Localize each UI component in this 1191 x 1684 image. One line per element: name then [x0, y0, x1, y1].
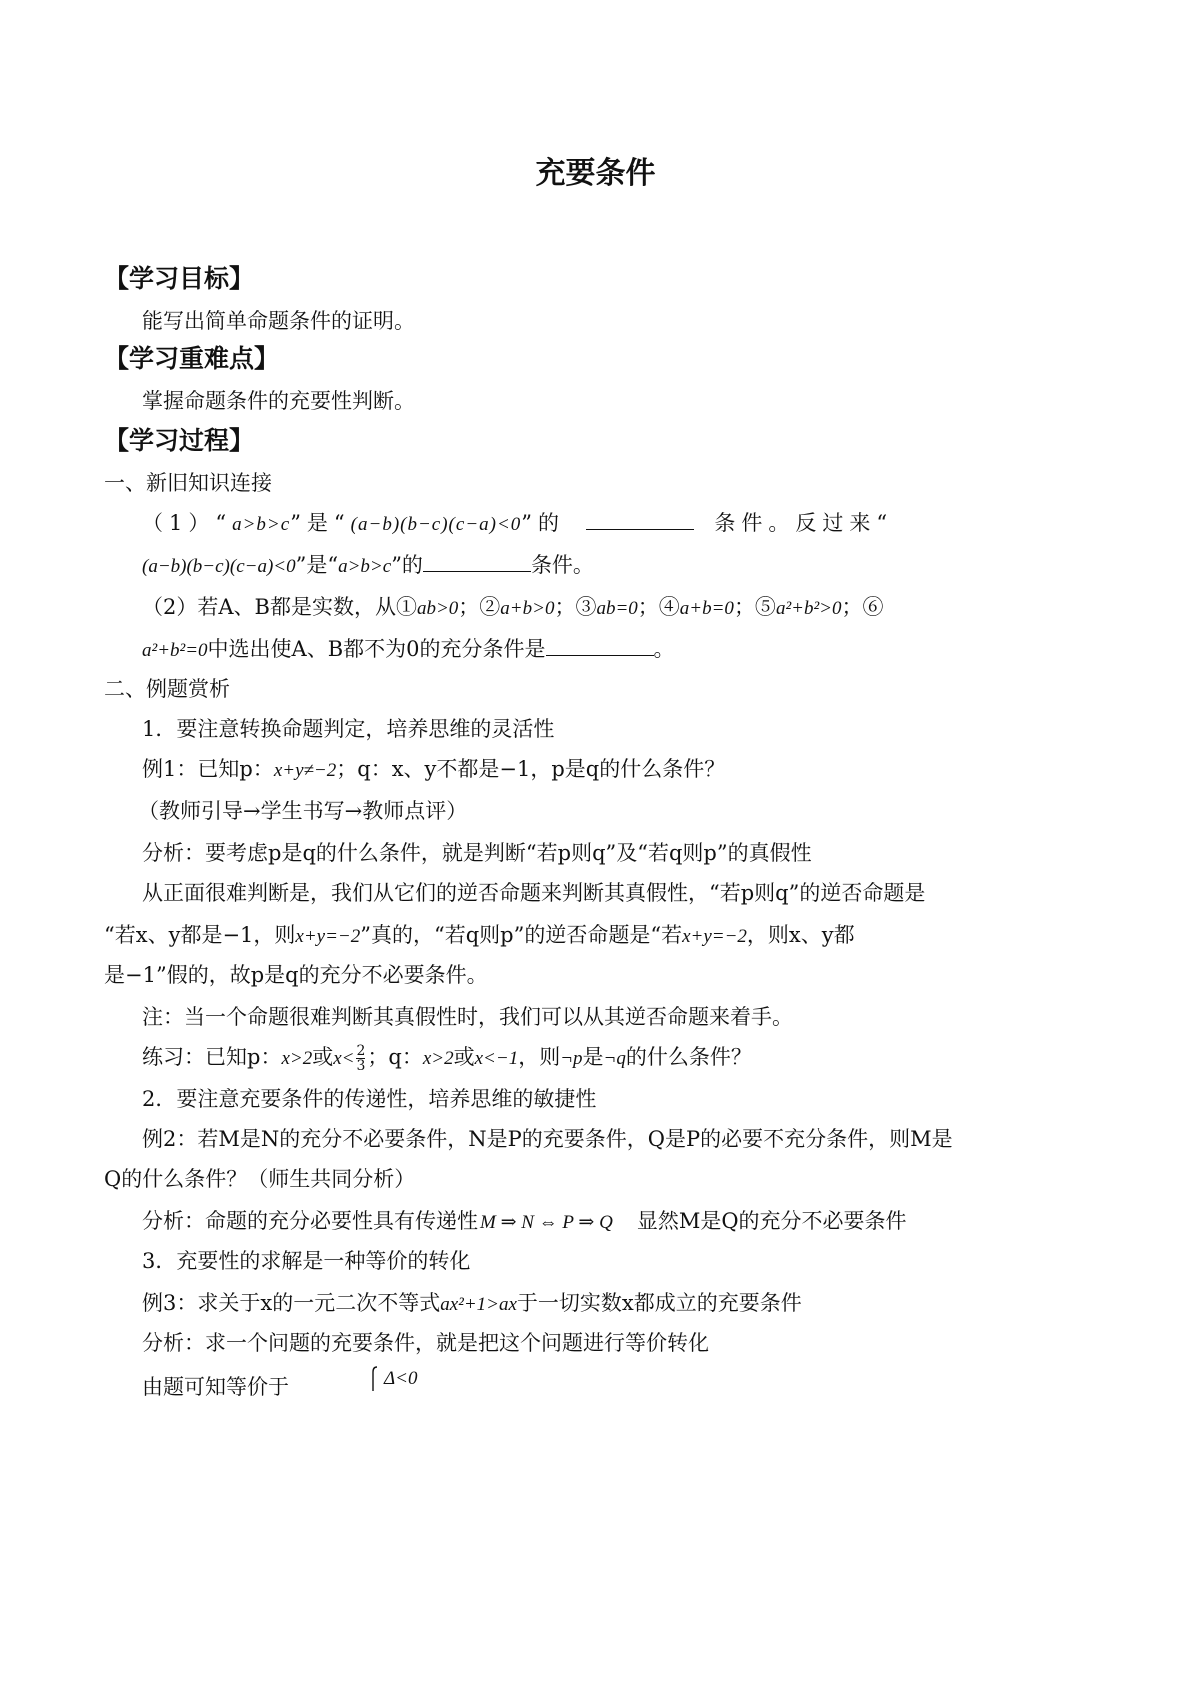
q2-option-5: a²+b²>0 — [775, 598, 842, 619]
q2-option-2: a+b>0 — [500, 598, 555, 619]
q2-text-a: （2）若A、B都是实数，从① — [142, 595, 417, 619]
pr-frac-num: 2 — [356, 1043, 366, 1059]
q2-option-4: a+b=0 — [679, 598, 734, 619]
example1-line1: 从正面很难判断是，我们从它们的逆否命题来判断其真假性，“若p则q”的逆否命题是 — [142, 881, 926, 905]
part1-heading: 一、新旧知识连接 — [104, 471, 272, 495]
pr-text-k: 是 — [582, 1045, 604, 1069]
ex2-an-chain: M ⇒ N ⇔ P ⇒ Q — [480, 1212, 613, 1233]
pr-text-c: 或 — [312, 1045, 334, 1069]
q1-math-product-2: (a−b)(b−c)(c−a)<0 — [142, 556, 296, 577]
pr-math-h: x<−1 — [474, 1048, 519, 1069]
example2-analysis — [142, 1206, 907, 1238]
q2-line2 — [142, 634, 675, 666]
key-points-text: 掌握命题条件的充要性判断。 — [142, 389, 415, 413]
ex1-l2-math-2: x+y=−2 — [682, 926, 747, 947]
ex1-text-a: 例1：已知p： — [142, 757, 274, 781]
q2-sep-3: ；④ — [637, 595, 680, 619]
q2-option-1: ab>0 — [416, 598, 459, 619]
q1-text-e: ”的 — [521, 511, 566, 535]
part2-heading: 二、例题赏析 — [104, 677, 230, 701]
pr-math-notq: ¬q — [603, 1048, 626, 1069]
q2-blank[interactable] — [546, 637, 654, 656]
pr-math-d: x< — [333, 1048, 355, 1069]
q1-text-j: ”的 — [391, 553, 423, 577]
ex1-l2-a: “若x、y都是−1，则 — [104, 923, 296, 947]
example3-equivalent: 由题可知等价于 — [142, 1375, 289, 1399]
q1-text-h: ”是“ — [295, 553, 339, 577]
q2-line1 — [142, 592, 883, 624]
ex1-l2-c: ”真的，“若q则p”的逆否命题是“若 — [360, 923, 683, 947]
example1-line2 — [104, 920, 855, 952]
pr-frac-den: 3 — [356, 1058, 366, 1074]
pr-text-m: 的什么条件？ — [625, 1045, 752, 1069]
q1-math-product: (a−b)(b−c)(c−a)<0 — [350, 514, 522, 535]
section2-title: 2．要注意充要条件的传递性，培养思维的敏捷性 — [142, 1087, 597, 1111]
heading-key-points: 【学习重难点】 — [104, 344, 280, 373]
pr-fraction — [356, 1044, 365, 1073]
q1-text-f: 条件。反过来“ — [714, 511, 894, 535]
delta-condition: Δ<0 — [384, 1368, 418, 1389]
ex2-an-conclusion: 显然M是Q的充分不必要条件 — [636, 1209, 907, 1233]
q2-option-3: ab=0 — [596, 598, 638, 619]
example1-analysis: 分析：要考虑p是q的什么条件，就是判断“若p则q”及“若q则p”的真假性 — [142, 841, 812, 865]
pr-text-g: 或 — [453, 1045, 475, 1069]
q2-option-6: a²+b²=0 — [142, 640, 208, 661]
q2-sep-2: ；③ — [554, 595, 597, 619]
example3-analysis: 分析：求一个问题的充要条件，就是把这个问题进行等价转化 — [142, 1331, 709, 1355]
q2-sep-5: ；⑥ — [841, 595, 884, 619]
pr-math-b: x>2 — [281, 1048, 313, 1069]
ex3-text-a: 例3：求关于x的一元二次不等式 — [142, 1291, 441, 1315]
system-brace — [370, 1366, 380, 1400]
heading-learning-process: 【学习过程】 — [104, 426, 255, 455]
q2-sep-4: ；⑤ — [733, 595, 776, 619]
example1-statement — [142, 754, 725, 786]
example1-guide: （教师引导→学生书写→教师点评） — [138, 799, 468, 823]
heading-learning-goals: 【学习目标】 — [104, 264, 255, 293]
example1-line3: 是−1”假的，故p是q的充分不必要条件。 — [104, 963, 488, 987]
q1-line2 — [142, 550, 594, 582]
goal-text: 能写出简单命题条件的证明。 — [142, 309, 415, 333]
example2-line2: Q的什么条件？（师生共同分析） — [104, 1167, 416, 1191]
ex1-l2-math-1: x+y=−2 — [295, 926, 361, 947]
ex2-an-text: 分析：命题的充分必要性具有传递性 — [142, 1209, 478, 1233]
pr-text-i: ，则 — [518, 1045, 561, 1069]
ex1-text-c: ；q：x、y不都是−1，p是q的什么条件？ — [336, 757, 726, 781]
note-text: 注：当一个命题很难判断其真假性时，我们可以从其逆否命题来着手。 — [142, 1005, 793, 1029]
q1-text-k: 条件。 — [530, 553, 594, 577]
example2-line1: 例2：若M是N的充分不必要条件，N是P的充要条件，Q是P的必要不充分条件，则M是 — [142, 1127, 953, 1151]
pr-math-f: x>2 — [422, 1048, 454, 1069]
pr-text-e: ；q： — [367, 1045, 423, 1069]
ex1-l2-e: ，则x、y都 — [746, 923, 855, 947]
section1-title: 1．要注意转换命题判定，培养思维的灵活性 — [142, 717, 555, 741]
ex3-math: ax²+1>ax — [440, 1294, 517, 1315]
page-title: 充要条件 — [535, 156, 656, 191]
ex1-math: x+y≠−2 — [273, 760, 337, 781]
q1-text-c: ”是“ — [290, 511, 351, 535]
q1-line1 — [142, 508, 893, 540]
ex3-text-c: 于一切实数x都成立的充要条件 — [516, 1291, 802, 1315]
practice-line — [142, 1042, 752, 1074]
q2-end: 。 — [653, 637, 675, 661]
pr-text-a: 练习：已知p： — [142, 1045, 282, 1069]
pr-math-notp: ¬p — [560, 1048, 583, 1069]
example3-statement — [142, 1288, 802, 1320]
q1-blank-2[interactable] — [423, 553, 531, 572]
q2-sep-1: ；② — [458, 595, 501, 619]
brace-icon — [370, 1366, 380, 1392]
q1-math-abc-2: a>b>c — [338, 556, 392, 577]
section3-title: 3．充要性的求解是一种等价的转化 — [142, 1249, 471, 1273]
q2-text-m: 中选出使A、B都不为0的充分条件是 — [207, 637, 546, 661]
q1-text-a: （1）“ — [142, 511, 233, 535]
q1-blank-1[interactable] — [586, 511, 694, 530]
q1-math-abc: a>b>c — [232, 514, 291, 535]
